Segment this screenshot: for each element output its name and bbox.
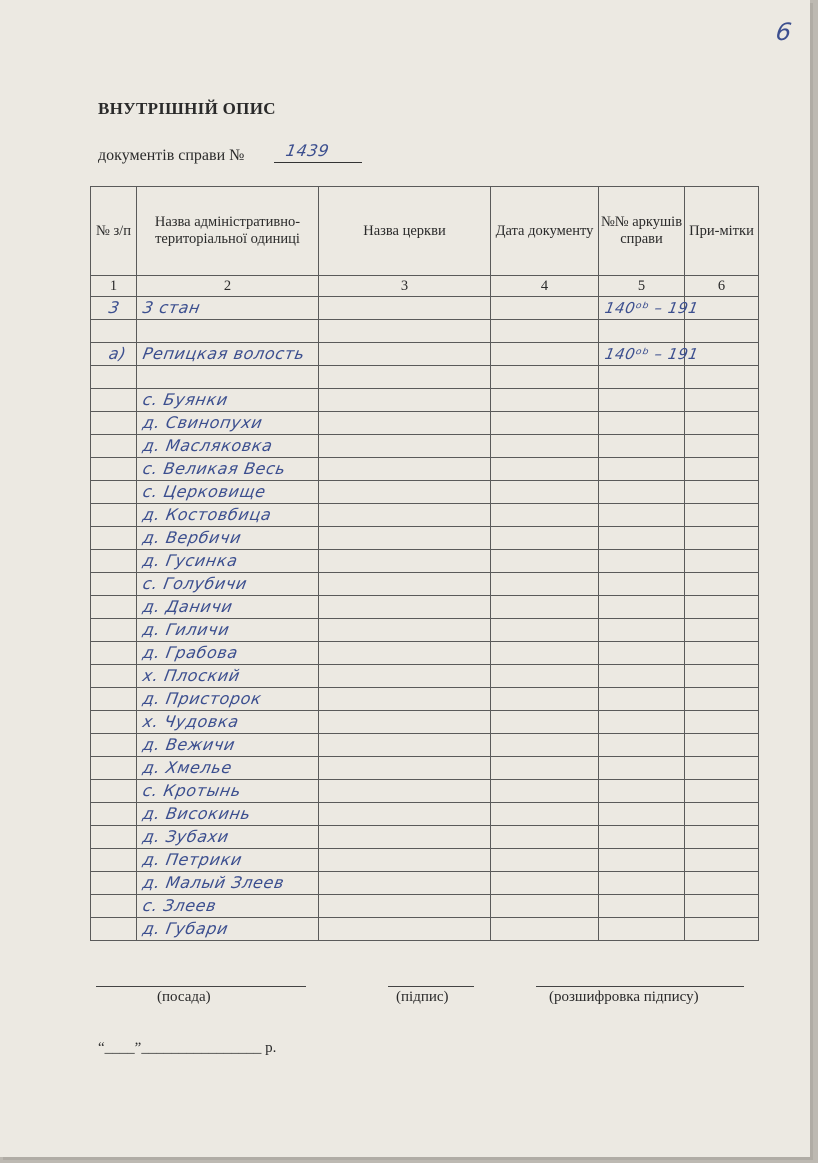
table-row (91, 688, 759, 711)
notes-cell (685, 320, 759, 343)
col-header-number: № з/п (91, 187, 137, 276)
unit-name-cell (137, 780, 319, 803)
date-line: “____”________________ р. (98, 1040, 277, 1056)
col-header-notes: При-мітки (685, 187, 759, 276)
document-date-cell (491, 343, 599, 366)
row-number-cell (91, 320, 137, 343)
document-date-cell (491, 688, 599, 711)
column-number: 5 (599, 276, 685, 297)
unit-name-cell (137, 320, 319, 343)
unit-name-cell-text: д. Масляковка (141, 436, 275, 455)
notes-cell (685, 665, 759, 688)
sheets-cell (599, 481, 685, 504)
row-number-cell (91, 412, 137, 435)
unit-name-cell (137, 435, 319, 458)
row-number-cell (91, 458, 137, 481)
unit-name-cell-text: д. Вежичи (141, 735, 237, 754)
sheets-cell (599, 527, 685, 550)
document-date-cell (491, 642, 599, 665)
document-date-cell (491, 504, 599, 527)
document-date-cell (491, 918, 599, 941)
document-date-cell (491, 573, 599, 596)
unit-name-cell (137, 297, 319, 320)
table-row (91, 527, 759, 550)
unit-name-cell-text: д. Губари (141, 919, 230, 938)
sheets-cell (599, 458, 685, 481)
church-name-cell (319, 481, 491, 504)
row-number-cell (91, 826, 137, 849)
church-name-cell (319, 550, 491, 573)
row-number-cell (91, 435, 137, 458)
unit-name-cell-text: х. Плоский (141, 666, 242, 685)
document-date-cell (491, 481, 599, 504)
table-row (91, 550, 759, 573)
sheets-cell (599, 619, 685, 642)
table-row (91, 366, 759, 389)
unit-name-cell-text: д. Гиличи (141, 620, 232, 639)
church-name-cell (319, 711, 491, 734)
unit-name-cell (137, 366, 319, 389)
col-header-sheets: №№ аркушів справи (599, 187, 685, 276)
sheets-cell (599, 596, 685, 619)
sheets-cell (599, 343, 701, 366)
document-date-cell (491, 895, 599, 918)
document-date-cell (491, 458, 599, 481)
unit-name-cell (137, 389, 319, 412)
table-row (91, 412, 759, 435)
notes-cell (685, 734, 759, 757)
unit-name-cell-text: с. Злеев (141, 896, 219, 915)
unit-name-cell-text: с. Кротынь (141, 781, 243, 800)
sheets-cell (599, 711, 685, 734)
notes-cell (685, 389, 759, 412)
table-row (91, 803, 759, 826)
church-name-cell (319, 734, 491, 757)
inventory-table (90, 186, 759, 941)
table-row (91, 504, 759, 527)
sheets-cell (599, 918, 685, 941)
sheets-cell (599, 366, 685, 389)
church-name-cell (319, 366, 491, 389)
column-number: 6 (685, 276, 759, 297)
document-date-cell (491, 734, 599, 757)
sheets-cell (599, 297, 701, 320)
signature-label: (підпис) (396, 989, 449, 1005)
church-name-cell (319, 803, 491, 826)
notes-cell (685, 757, 759, 780)
page-number: 6 (774, 18, 794, 46)
notes-cell (685, 642, 759, 665)
document-title: ВНУТРІШНІЙ ОПИС (98, 99, 276, 118)
table-row (91, 435, 759, 458)
table-row (91, 458, 759, 481)
unit-name-cell-text: д. Грабова (141, 643, 240, 662)
table-row (91, 780, 759, 803)
unit-name-cell-text: с. Буянки (141, 390, 230, 409)
row-number-cell (91, 780, 137, 803)
row-number-cell (91, 573, 137, 596)
row-number-cell (91, 297, 137, 320)
row-number-cell (91, 803, 137, 826)
church-name-cell (319, 642, 491, 665)
unit-name-cell (137, 573, 319, 596)
document-date-cell (491, 435, 599, 458)
church-name-cell (319, 573, 491, 596)
table-row (91, 757, 759, 780)
notes-cell (685, 826, 759, 849)
table-row (91, 389, 759, 412)
church-name-cell (319, 435, 491, 458)
unit-name-cell-text: д. Зубахи (141, 827, 231, 846)
case-number-value: 1439 (284, 141, 331, 160)
document-date-cell (491, 849, 599, 872)
column-number-row (91, 276, 759, 297)
unit-name-cell-text: д. Петрики (141, 850, 244, 869)
row-number-cell (91, 504, 137, 527)
unit-name-cell (137, 412, 319, 435)
notes-cell (685, 481, 759, 504)
unit-name-cell-text: с. Церковище (141, 482, 268, 501)
unit-name-cell-text: д. Присторок (141, 689, 264, 708)
document-date-cell (491, 711, 599, 734)
table-row (91, 734, 759, 757)
notes-cell (685, 872, 759, 895)
row-number-cell (91, 366, 137, 389)
sheets-cell-text: 140ᵒᵇ – 191 (603, 298, 701, 317)
church-name-cell (319, 849, 491, 872)
sheets-cell (599, 412, 685, 435)
document-date-cell (491, 757, 599, 780)
church-name-cell (319, 918, 491, 941)
unit-name-cell (137, 826, 319, 849)
table-row (91, 665, 759, 688)
table-row (91, 596, 759, 619)
document-date-cell (491, 619, 599, 642)
unit-name-cell-text: д. Високинь (141, 804, 253, 823)
document-date-cell (491, 366, 599, 389)
unit-name-cell (137, 918, 319, 941)
table-row (91, 642, 759, 665)
signature-line (388, 986, 474, 987)
unit-name-cell (137, 734, 319, 757)
unit-name-cell (137, 527, 319, 550)
notes-cell (685, 573, 759, 596)
row-number-cell (91, 527, 137, 550)
notes-cell (685, 504, 759, 527)
document-subtitle: документів справи № (98, 147, 245, 164)
notes-cell (685, 711, 759, 734)
sheets-cell (599, 573, 685, 596)
document-date-cell (491, 872, 599, 895)
unit-name-cell (137, 688, 319, 711)
document-date-cell (491, 550, 599, 573)
notes-cell (685, 596, 759, 619)
notes-cell (685, 412, 759, 435)
church-name-cell (319, 389, 491, 412)
row-number-cell (91, 688, 137, 711)
row-number-cell-text: а) (107, 344, 128, 363)
sheets-cell (599, 504, 685, 527)
church-name-cell (319, 320, 491, 343)
row-number-cell (91, 711, 137, 734)
sheets-cell-text: 140ᵒᵇ – 191 (603, 344, 701, 363)
unit-name-cell-text: Репицкая волость (141, 344, 307, 363)
unit-name-cell (137, 504, 319, 527)
notes-cell (685, 366, 759, 389)
document-date-cell (491, 389, 599, 412)
church-name-cell (319, 297, 491, 320)
church-name-cell (319, 665, 491, 688)
sheets-cell (599, 895, 685, 918)
notes-cell (685, 458, 759, 481)
sheets-cell (599, 757, 685, 780)
unit-name-cell-text: д. Хмелье (141, 758, 234, 777)
decoding-label: (розшифровка підпису) (549, 989, 699, 1005)
sheets-cell (599, 872, 685, 895)
row-number-cell (91, 872, 137, 895)
unit-name-cell-text: д. Даничи (141, 597, 235, 616)
position-label: (посада) (157, 989, 211, 1005)
sheets-cell (599, 389, 685, 412)
unit-name-cell (137, 849, 319, 872)
sheets-cell (599, 803, 685, 826)
row-number-cell-text: 3 (107, 298, 122, 317)
sheets-cell (599, 642, 685, 665)
row-number-cell (91, 550, 137, 573)
unit-name-cell-text: х. Чудовка (141, 712, 241, 731)
unit-name-cell (137, 895, 319, 918)
church-name-cell (319, 619, 491, 642)
row-number-cell (91, 895, 137, 918)
col-header-church: Назва церкви (319, 187, 491, 276)
col-header-unit: Назва адміністративно-територіальної одиниці (137, 187, 319, 276)
row-number-cell (91, 665, 137, 688)
church-name-cell (319, 757, 491, 780)
unit-name-cell-text: 3 стан (141, 298, 202, 317)
unit-name-cell (137, 343, 319, 366)
notes-cell (685, 918, 759, 941)
church-name-cell (319, 596, 491, 619)
unit-name-cell (137, 665, 319, 688)
row-number-cell (91, 481, 137, 504)
table-row (91, 711, 759, 734)
notes-cell (685, 780, 759, 803)
unit-name-cell (137, 803, 319, 826)
church-name-cell (319, 688, 491, 711)
row-number-cell (91, 642, 137, 665)
position-line (96, 986, 306, 987)
sheets-cell (599, 550, 685, 573)
table-row (91, 573, 759, 596)
document-date-cell (491, 803, 599, 826)
row-number-cell (91, 389, 137, 412)
table-row (91, 849, 759, 872)
table-row (91, 320, 759, 343)
sheets-cell (599, 435, 685, 458)
document-date-cell (491, 826, 599, 849)
case-number (274, 139, 362, 163)
church-name-cell (319, 458, 491, 481)
unit-name-cell-text: с. Голубичи (141, 574, 249, 593)
church-name-cell (319, 412, 491, 435)
row-number-cell (91, 849, 137, 872)
row-number-cell (91, 619, 137, 642)
unit-name-cell-text: д. Гусинка (141, 551, 240, 570)
church-name-cell (319, 527, 491, 550)
unit-name-cell (137, 872, 319, 895)
column-number: 2 (137, 276, 319, 297)
notes-cell (685, 849, 759, 872)
table-row (91, 619, 759, 642)
table-header (91, 187, 759, 276)
unit-name-cell-text: д. Костовбица (141, 505, 274, 524)
document-date-cell (491, 320, 599, 343)
unit-name-cell-text: с. Великая Весь (141, 459, 288, 478)
notes-cell (685, 895, 759, 918)
row-number-cell (91, 757, 137, 780)
sheets-cell (599, 826, 685, 849)
document-date-cell (491, 412, 599, 435)
unit-name-cell (137, 481, 319, 504)
sheets-cell (599, 849, 685, 872)
church-name-cell (319, 780, 491, 803)
unit-name-cell (137, 711, 319, 734)
table-row (91, 826, 759, 849)
unit-name-cell (137, 642, 319, 665)
table-row (91, 872, 759, 895)
unit-name-cell (137, 550, 319, 573)
notes-cell (685, 803, 759, 826)
col-header-date: Дата документу (491, 187, 599, 276)
table-row (91, 481, 759, 504)
table-row (91, 297, 759, 320)
document-date-cell (491, 665, 599, 688)
table-row (91, 895, 759, 918)
table-row (91, 343, 759, 366)
unit-name-cell (137, 458, 319, 481)
decoding-line (536, 986, 744, 987)
notes-cell (685, 527, 759, 550)
church-name-cell (319, 826, 491, 849)
document-date-cell (491, 780, 599, 803)
unit-name-cell (137, 619, 319, 642)
document-date-cell (491, 297, 599, 320)
row-number-cell (91, 343, 137, 366)
row-number-cell (91, 596, 137, 619)
sheets-cell (599, 320, 685, 343)
notes-cell (685, 435, 759, 458)
document-date-cell (491, 596, 599, 619)
row-number-cell (91, 918, 137, 941)
church-name-cell (319, 504, 491, 527)
document-date-cell (491, 527, 599, 550)
unit-name-cell (137, 757, 319, 780)
sheets-cell (599, 688, 685, 711)
column-number: 3 (319, 276, 491, 297)
sheets-cell (599, 665, 685, 688)
unit-name-cell-text: д. Свинопухи (141, 413, 265, 432)
church-name-cell (319, 872, 491, 895)
unit-name-cell (137, 596, 319, 619)
notes-cell (685, 688, 759, 711)
notes-cell (685, 550, 759, 573)
unit-name-cell-text: д. Вербичи (141, 528, 244, 547)
church-name-cell (319, 895, 491, 918)
sheets-cell (599, 734, 685, 757)
notes-cell (685, 619, 759, 642)
sheets-cell (599, 780, 685, 803)
column-number: 1 (91, 276, 137, 297)
column-number: 4 (491, 276, 599, 297)
row-number-cell (91, 734, 137, 757)
table-row (91, 918, 759, 941)
church-name-cell (319, 343, 491, 366)
unit-name-cell-text: д. Малый Злеев (141, 873, 286, 892)
